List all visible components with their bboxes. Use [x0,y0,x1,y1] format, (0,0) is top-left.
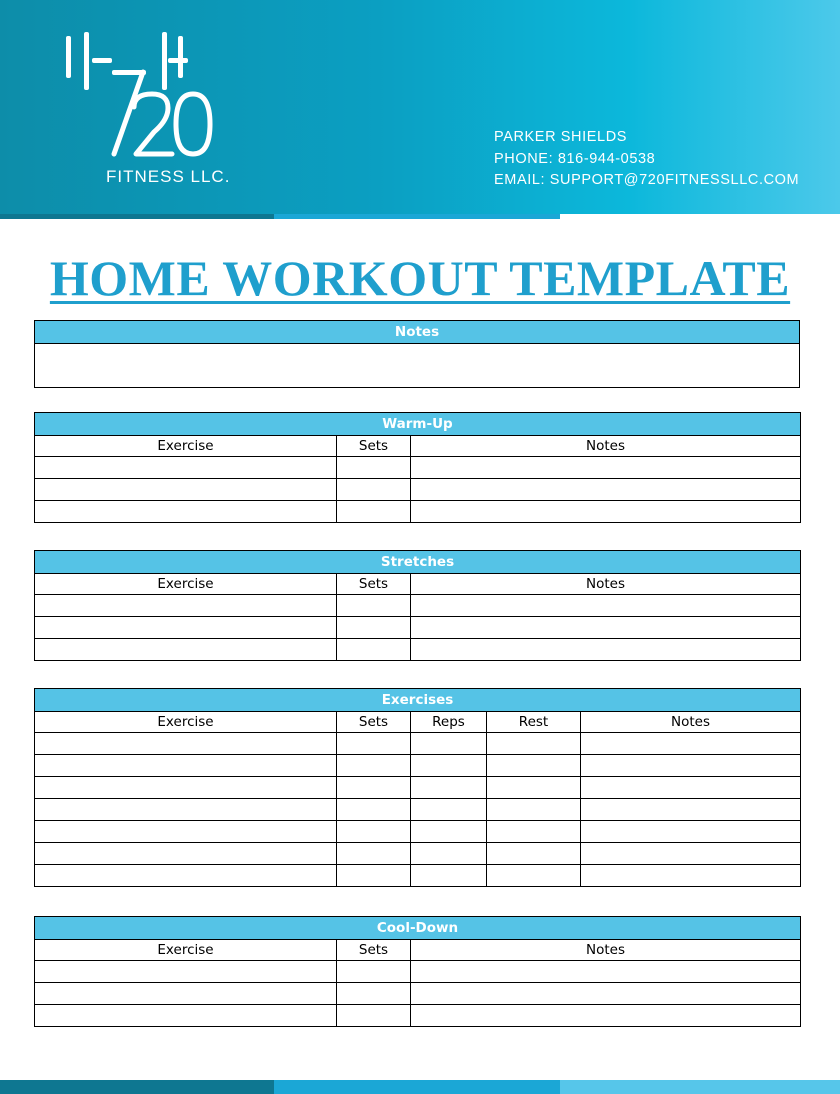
page-title: HOME WORKOUT TEMPLATE [49,250,791,306]
exercise-cell[interactable] [35,617,337,639]
notes-cell[interactable] [581,865,801,887]
exercise-cell[interactable] [35,821,337,843]
reps-cell[interactable] [411,733,487,755]
reps-cell[interactable] [411,843,487,865]
table-row [35,821,801,843]
warmup-section-title: Warm-Up [35,413,801,436]
notes-table [34,320,800,388]
sets-cell[interactable] [337,1005,411,1027]
exercise-cell[interactable] [35,595,337,617]
notes-cell[interactable] [411,501,801,523]
column-header-exercise: Exercise [35,940,337,961]
column-header-reps: Reps [411,712,487,733]
reps-cell[interactable] [411,777,487,799]
notes-cell[interactable] [411,1005,801,1027]
sets-cell[interactable] [337,617,411,639]
column-header-sets: Sets [337,574,411,595]
sets-cell[interactable] [337,479,411,501]
table-row [35,457,801,479]
column-header-exercise: Exercise [35,436,337,457]
exercise-cell[interactable] [35,799,337,821]
contact-block [494,127,799,192]
contact-phone: PHONE: 816-944-0538 [494,150,656,167]
column-header-notes: Notes [581,712,801,733]
sets-cell[interactable] [337,865,411,887]
reps-cell[interactable] [411,799,487,821]
contact-name: PARKER SHIELDS [494,129,628,145]
exercise-cell[interactable] [35,457,337,479]
table-row [35,733,801,755]
exercise-cell[interactable] [35,961,337,983]
exercises-table [34,688,801,887]
table-row [35,479,801,501]
sets-cell[interactable] [337,595,411,617]
stretches-section-title: Stretches [35,551,801,574]
table-row [35,777,801,799]
reps-cell[interactable] [411,755,487,777]
rest-cell[interactable] [487,777,581,799]
notes-cell[interactable] [411,639,801,661]
column-header-sets: Sets [337,712,411,733]
notes-cell[interactable] [581,843,801,865]
header-divider-strip [0,214,840,219]
notes-cell[interactable] [581,777,801,799]
reps-cell[interactable] [411,821,487,843]
notes-cell[interactable] [581,733,801,755]
table-row [35,983,801,1005]
rest-cell[interactable] [487,755,581,777]
sets-cell[interactable] [337,733,411,755]
exercise-cell[interactable] [35,755,337,777]
table-row [35,961,801,983]
table-row [35,1005,801,1027]
reps-cell[interactable] [411,865,487,887]
table-row [35,501,801,523]
stretches-table [34,550,801,661]
exercise-cell[interactable] [35,501,337,523]
column-header-rest: Rest [487,712,581,733]
notes-cell[interactable] [581,755,801,777]
table-row [35,799,801,821]
exercise-cell[interactable] [35,843,337,865]
column-header-notes: Notes [411,940,801,961]
notes-cell[interactable] [411,617,801,639]
table-row [35,843,801,865]
table-row [35,639,801,661]
sets-cell[interactable] [337,457,411,479]
cooldown-section-title: Cool-Down [35,917,801,940]
sets-cell[interactable] [337,961,411,983]
notes-cell[interactable] [411,479,801,501]
rest-cell[interactable] [487,821,581,843]
exercises-section-title: Exercises [35,689,801,712]
notes-cell[interactable] [581,821,801,843]
rest-cell[interactable] [487,799,581,821]
header-banner [0,0,840,214]
notes-cell[interactable] [411,457,801,479]
exercise-cell[interactable] [35,865,337,887]
notes-cell[interactable] [411,595,801,617]
table-row [35,617,801,639]
notes-cell[interactable] [411,983,801,1005]
sets-cell[interactable] [337,983,411,1005]
sets-cell[interactable] [337,777,411,799]
column-header-sets: Sets [337,940,411,961]
footer-strip [0,1080,840,1094]
exercise-cell[interactable] [35,777,337,799]
exercise-cell[interactable] [35,1005,337,1027]
exercise-cell[interactable] [35,639,337,661]
exercise-cell[interactable] [35,479,337,501]
table-row [35,865,801,887]
notes-cell[interactable] [411,961,801,983]
logo-caption: FITNESS LLC. [106,167,231,186]
exercise-cell[interactable] [35,983,337,1005]
column-header-sets: Sets [337,436,411,457]
column-header-notes: Notes [411,574,801,595]
table-row [35,595,801,617]
column-header-exercise: Exercise [35,712,337,733]
sets-cell[interactable] [337,821,411,843]
cooldown-table [34,916,801,1027]
table-row [35,755,801,777]
sets-cell[interactable] [337,755,411,777]
rest-cell[interactable] [487,843,581,865]
sets-cell[interactable] [337,799,411,821]
rest-cell[interactable] [487,733,581,755]
notes-field[interactable] [35,344,800,388]
sets-cell[interactable] [337,843,411,865]
notes-cell[interactable] [581,799,801,821]
rest-cell[interactable] [487,865,581,887]
sets-cell[interactable] [337,639,411,661]
column-header-exercise: Exercise [35,574,337,595]
exercise-cell[interactable] [35,733,337,755]
notes-section-title: Notes [35,321,800,344]
warmup-table [34,412,801,523]
contact-email: EMAIL: SUPPORT@720FITNESSLLC.COM [494,172,800,188]
column-header-notes: Notes [411,436,801,457]
sets-cell[interactable] [337,501,411,523]
